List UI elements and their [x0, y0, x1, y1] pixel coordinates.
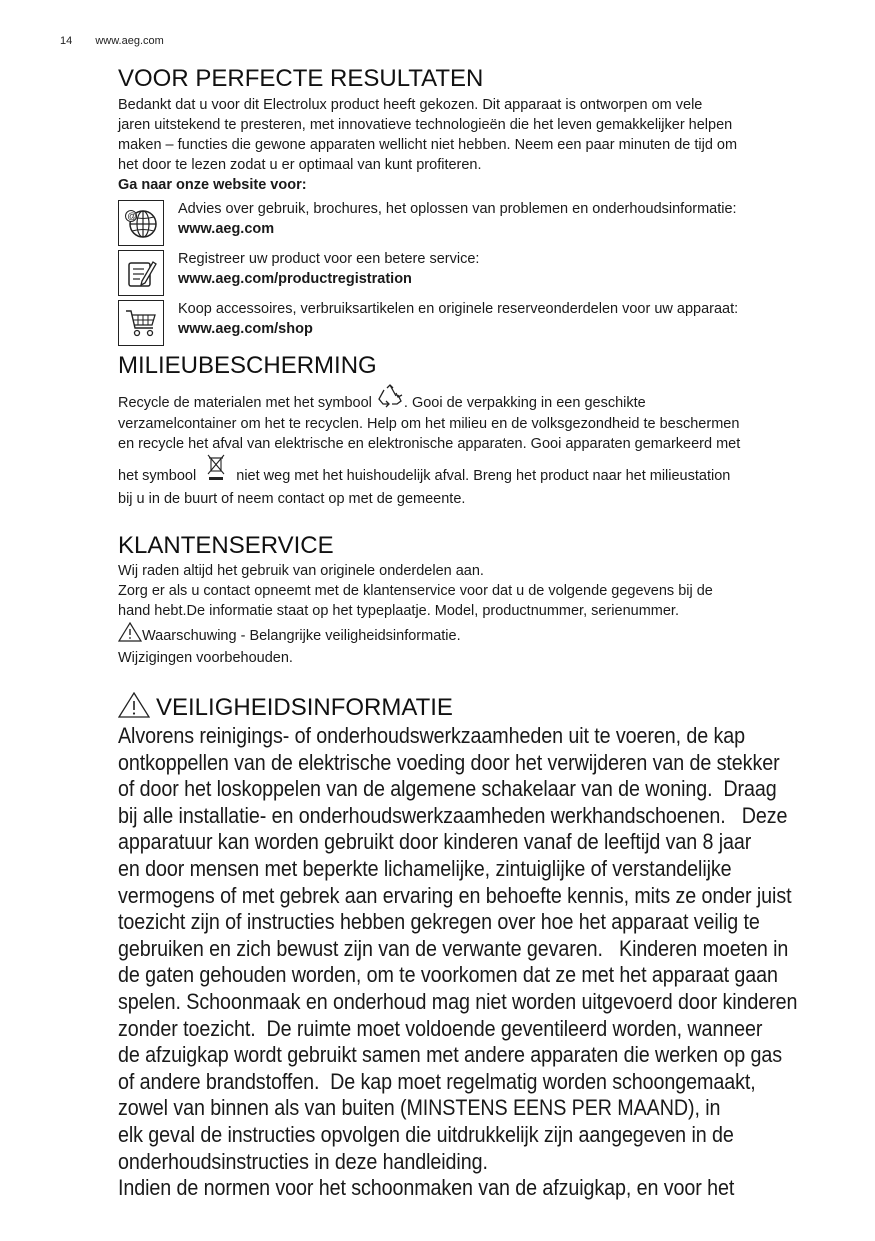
section-title-safety: VEILIGHEIDSINFORMATIE — [156, 693, 453, 721]
shopping-cart-icon — [118, 300, 164, 346]
warning-text: Waarschuwing - Belangrijke veiligheidsinformatie. — [142, 628, 461, 644]
intro-paragraph — [118, 95, 838, 175]
link-row-advice — [118, 197, 838, 247]
safety-line: elk geval de instructies opvolgen die uitdrukkelijk zijn aangegeven in de — [118, 1121, 734, 1147]
safety-line: de afzuigkap wordt gebruikt samen met andere apparaten die werken op gas — [118, 1042, 783, 1068]
env-text: . Gooi de verpakking in een geschikte — [403, 395, 646, 411]
safety-line: of door het loskoppelen van de algemene schakelaar van de woning. Draag — [118, 776, 777, 802]
env-text: het symbool — [118, 468, 201, 484]
link-url-shop[interactable]: www.aeg.com/shop — [178, 321, 313, 337]
registration-pen-icon — [118, 250, 164, 296]
service-line: Wij raden altijd het gebruik van originele onderdelen aan. — [118, 563, 484, 579]
header-website[interactable]: www.aeg.com — [95, 35, 164, 47]
safety-line: en door mensen met beperkte lichamelijke, zintuiglijke of verstandelijke — [118, 855, 732, 881]
env-text: verzamelcontainer om het te recyclen. Help om het milieu en de volksgezondheid te beschermen — [118, 416, 740, 432]
website-heading: Ga naar onze website voor: — [118, 177, 307, 193]
safety-line: ontkoppellen van de elektrische voeding door het verwijderen van de stekker — [118, 749, 780, 775]
safety-line: of andere brandstoffen. De kap moet regelmatig worden schoongemaakt, — [118, 1068, 756, 1094]
warning-triangle-icon — [118, 692, 150, 723]
link-url-registration[interactable]: www.aeg.com/productregistration — [178, 271, 412, 287]
section-title-customer-service: KLANTENSERVICE — [118, 532, 334, 559]
link-list — [118, 197, 838, 347]
section-title-perfect-results: VOOR PERFECTE RESULTATEN — [118, 65, 484, 92]
warning-triangle-icon — [118, 622, 142, 648]
link-description: Registreer uw product voor een betere service: — [178, 251, 480, 267]
safety-paragraph — [118, 723, 838, 1202]
safety-line: bij alle installatie- en onderhoudswerkzaamheden werkhandschoenen. Deze — [118, 802, 788, 828]
link-row-registration — [118, 247, 838, 297]
globe-at-icon — [118, 200, 164, 246]
page-content — [118, 64, 838, 1202]
safety-line: apparatuur kan worden gebruikt door kinderen vanaf de leeftijd van 8 jaar — [118, 829, 752, 855]
service-line: Zorg er als u contact opneemt met de klantenservice voor dat u de volgende gegevens bij de — [118, 583, 713, 599]
intro-line: het door te lezen zodat u er optimaal van kunt profiteren. — [118, 157, 482, 173]
link-row-shop — [118, 297, 838, 347]
env-text: Recycle de materialen met het symbool — [118, 395, 376, 411]
link-description: Koop accessoires, verbruiksartikelen en originele reserveonderdelen voor uw apparaat: — [178, 301, 739, 317]
safety-line: zowel van binnen als van buiten (MINSTENS EENS PER MAAND), in — [118, 1095, 721, 1121]
env-text: en recycle het afval van elektrische en elektronische apparaten. Gooi apparaten gemarkeerd met — [118, 436, 741, 452]
environment-paragraph — [118, 384, 838, 509]
safety-heading — [118, 692, 838, 723]
safety-line: toezicht zijn of instructies hebben gekregen over hoe het apparaat veilig te — [118, 909, 760, 935]
changes-reserved: Wijzigingen voorbehouden. — [118, 650, 293, 666]
safety-line: vermogens of met gebrek aan ervaring en behoefte kennis, mits ze onder juist — [118, 882, 792, 908]
link-url-aeg[interactable]: www.aeg.com — [178, 221, 275, 237]
env-text: niet weg met het huishoudelijk afval. Breng het product naar het milieustation — [236, 468, 731, 484]
safety-line: Alvorens reinigings- of onderhoudswerkzaamheden uit te voeren, de kap — [118, 723, 746, 748]
service-line: hand hebt.De informatie staat op het typeplaatje. Model, productnummer, serienummer. — [118, 603, 679, 619]
safety-line: zonder toezicht. De ruimte moet voldoende geventileerd worden, wanneer — [118, 1015, 763, 1041]
safety-line: spelen. Schoonmaak en onderhoud mag niet worden uitgevoerd door kinderen — [118, 988, 798, 1014]
safety-line: de gaten gehouden worden, om te voorkomen dat ze met het apparaat gaan — [118, 962, 778, 988]
safety-line: onderhoudsinstructies in deze handleiding. — [118, 1148, 488, 1174]
customer-service-paragraph — [118, 561, 838, 668]
env-text: bij u in de buurt of neem contact op met de gemeente. — [118, 491, 466, 507]
svg-text:@: @ — [127, 211, 137, 222]
section-title-environment: MILIEUBESCHERMING — [118, 352, 377, 379]
page-header — [60, 35, 164, 47]
safety-line: Indien de normen voor het schoonmaken van de afzuigkap, en voor het — [118, 1175, 735, 1201]
link-description: Advies over gebruik, brochures, het oplossen van problemen en onderhoudsinformatie: — [178, 201, 737, 217]
intro-line: Bedankt dat u voor dit Electrolux product heeft gekozen. Dit apparaat is ontworpen om vele — [118, 97, 703, 113]
page-number: 14 — [60, 35, 73, 47]
recycle-icon — [376, 384, 404, 414]
intro-line: jaren uitstekend te presteren, met innovatieve technologieën die het leven gemakkelijker helpen — [118, 117, 733, 133]
intro-line: maken – functies die gewone apparaten wellicht niet hebben. Neem een paar minuten de tijd om — [118, 137, 738, 153]
safety-line: gebruiken en zich bewust zijn van de verwante gevaren. Kinderen moeten in — [118, 935, 789, 961]
